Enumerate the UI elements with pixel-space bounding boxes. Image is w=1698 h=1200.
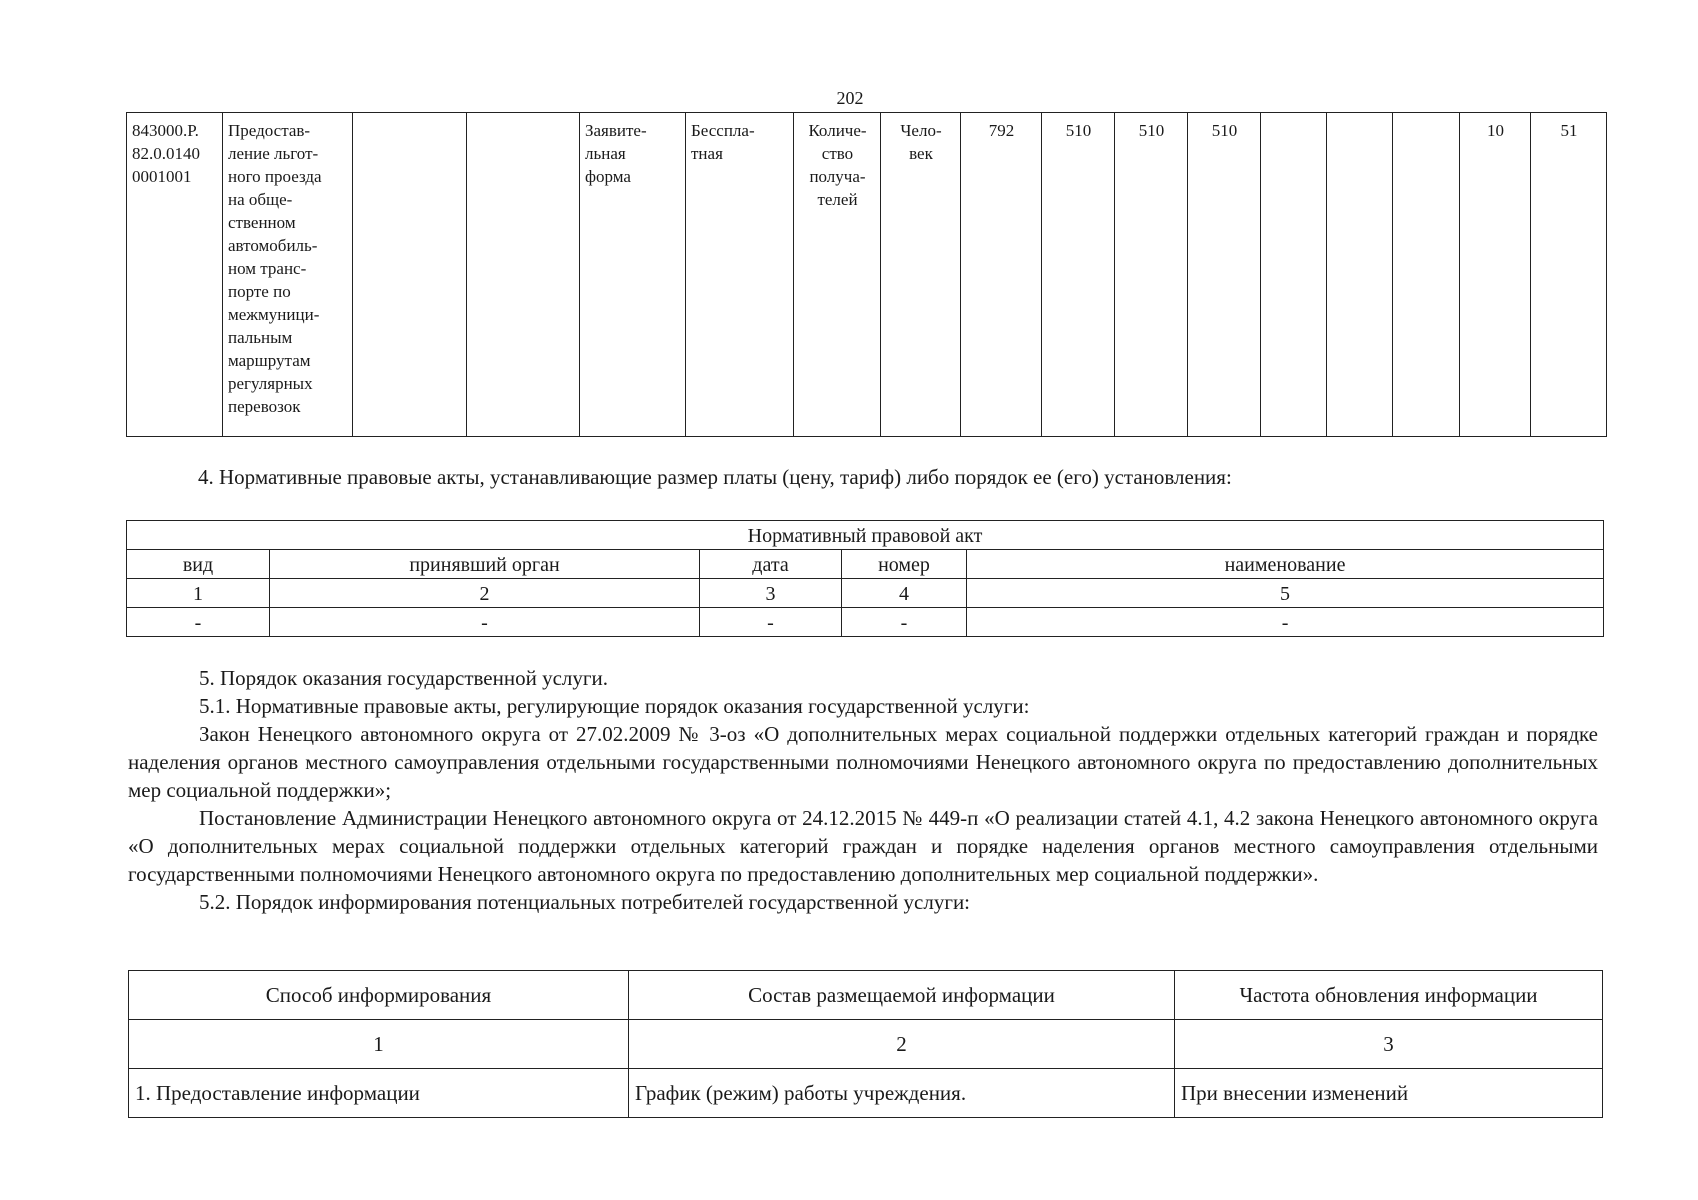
table-cell [1327,113,1393,437]
indicator-name-cell: Количе- ство получа- телей [794,113,881,437]
value-cell: 510 [1188,113,1261,437]
column-number: 3 [1175,1020,1603,1069]
table-cell [1393,113,1460,437]
table-cell: - [967,608,1604,637]
fee-cell: Бесспла- тная [686,113,794,437]
column-header: вид [127,550,270,579]
form-cell: Заявите- льная форма [580,113,686,437]
deviation-absolute-cell: 51 [1531,113,1607,437]
table-cell [467,113,580,437]
table-header-row [127,550,1604,579]
table-cell: - [270,608,700,637]
table-row [129,1069,1603,1118]
column-header: наименование [967,550,1604,579]
page-number: 202 [836,88,864,108]
column-number: 1 [129,1020,629,1069]
column-header: номер [842,550,967,579]
column-number: 4 [842,579,967,608]
column-header: принявший орган [270,550,700,579]
information-content-cell: График (режим) работы учреждения. [629,1069,1175,1118]
column-header: Способ информирования [129,971,629,1020]
column-number: 3 [700,579,842,608]
okei-code-cell: 792 [961,113,1042,437]
table-cell: - [127,608,270,637]
column-header: Частота обновления информации [1175,971,1603,1020]
subsection-5-1-heading: 5.1. Нормативные правовые акты, регулирующие порядок оказания государственной услуги: [199,694,1030,718]
update-frequency-cell: При внесении изменений [1175,1069,1603,1118]
column-number: 1 [127,579,270,608]
table-cell [1261,113,1327,437]
table-cell [353,113,467,437]
table-cell: - [700,608,842,637]
column-number: 2 [270,579,700,608]
legal-acts-table [126,520,1604,637]
registry-number-cell: 843000.Р. 82.0.0140 0001001 [127,113,223,437]
table-header-row [129,971,1603,1020]
resolution-reference: Постановление Администрации Ненецкого автономного округа от 24.12.2015 № 449-п «О реализации статей 4.1, 4.2 закона Ненецкого автономного округа «О дополнительных мерах социальной поддержки отдельных категорий граждан и порядке наделения органов местного самоуправления отдельными государственными полномочиями Ненецкого автономного округа по предоставлению дополнительных мер социальной поддержки». [128,806,1598,886]
table-row [127,113,1607,437]
service-name-cell: Предостав- ление льгот- ного проезда на обще- ственном автомобиль- ном транс- порте по межмуници- пальным маршрутам регулярных перевозок [223,113,353,437]
service-indicators-table [126,112,1607,437]
section-4-heading: 4. Нормативные правовые акты, устанавливающие размер платы (цену, тариф) либо порядок ее (его) установления: [198,465,1232,489]
table-title: Нормативный правовой акт [127,521,1604,550]
value-cell: 510 [1042,113,1115,437]
column-number: 2 [629,1020,1175,1069]
section-5-text [128,664,1598,916]
law-reference: Закон Ненецкого автономного округа от 27.02.2009 № 3-оз «О дополнительных мерах социальной поддержки отдельных категорий граждан и порядке наделения органов местного самоуправления отдельными государственными полномочиями Ненецкого автономного округа по предоставлению дополнительных мер социальной поддержки»; [128,722,1598,802]
unit-cell: Чело- век [881,113,961,437]
informing-methods-table [128,970,1603,1118]
table-cell: - [842,608,967,637]
informing-method-cell: 1. Предоставление информации [129,1069,629,1118]
table-row [127,608,1604,637]
value-cell: 510 [1115,113,1188,437]
section-5-heading: 5. Порядок оказания государственной услуги. [199,666,608,690]
column-header: дата [700,550,842,579]
table-row [129,1020,1603,1069]
column-header: Состав размещаемой информации [629,971,1175,1020]
column-number: 5 [967,579,1604,608]
table-row [127,579,1604,608]
deviation-percent-cell: 10 [1460,113,1531,437]
table-row [127,521,1604,550]
subsection-5-2-heading: 5.2. Порядок информирования потенциальных потребителей государственной услуги: [199,890,971,914]
